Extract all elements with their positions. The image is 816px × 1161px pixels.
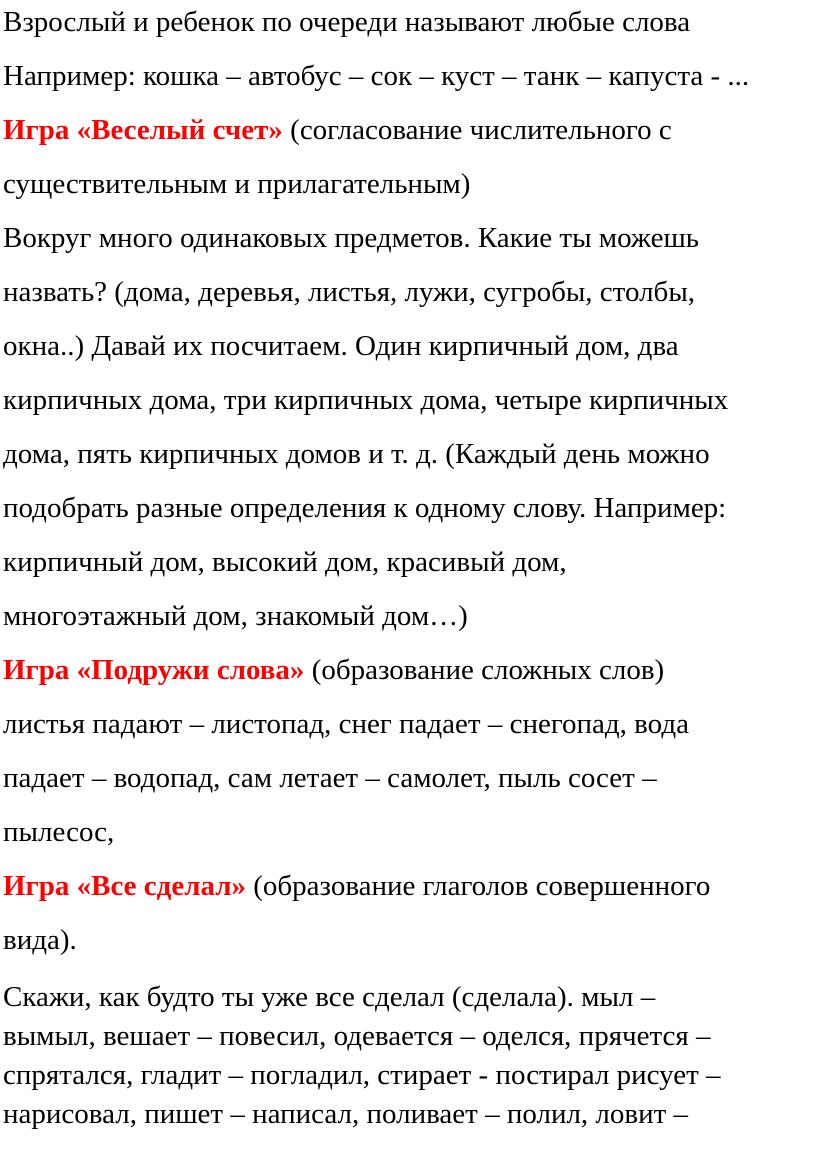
game-title: Игра «Веселый счет» xyxy=(3,114,283,146)
line-text: нарисовал, пишет – написал, поливает – полил, ловит – xyxy=(3,1098,689,1130)
line-text: существительным и прилагательным) xyxy=(3,168,471,200)
text-line-19 xyxy=(3,980,655,1014)
line-text: листья падают – листопад, снег падает – снегопад, вода xyxy=(3,708,689,740)
text-line-16 xyxy=(3,815,114,849)
line-text: пылесос, xyxy=(3,816,115,848)
game-heading-vse-sdelal xyxy=(3,869,710,903)
game-heading-podruzhi-slova xyxy=(3,653,664,687)
line-text: (образование глаголов совершенного xyxy=(246,870,711,902)
text-line-1 xyxy=(3,5,690,39)
line-text: многоэтажный дом, знакомый дом…) xyxy=(3,600,468,632)
text-line-5 xyxy=(3,221,699,255)
text-line-20 xyxy=(3,1019,710,1053)
text-line-8 xyxy=(3,383,728,417)
game-title: Игра «Подружи слова» xyxy=(3,654,305,686)
line-text: подобрать разные определения к одному слову. Например: xyxy=(3,492,727,524)
game-title: Игра «Все сделал» xyxy=(3,870,247,902)
line-text: кирпичных дома, три кирпичных дома, четыре кирпичных xyxy=(3,384,729,416)
line-text: окна..) Давай их посчитаем. Один кирпичный дом, два xyxy=(3,330,679,362)
game-heading-veselyi-schet xyxy=(3,113,672,147)
text-line-22 xyxy=(3,1097,688,1131)
line-text: дома, пять кирпичных домов и т. д. (Каждый день можно xyxy=(3,438,710,470)
line-text: спрятался, гладит – погладил, стирает - постирал рисует – xyxy=(3,1059,721,1091)
line-text: Вокруг много одинаковых предметов. Какие ты можешь xyxy=(3,222,700,254)
text-line-2 xyxy=(3,59,749,93)
text-line-18 xyxy=(3,923,77,957)
line-text: вымыл, вешает – повесил, одевается – оделся, прячется – xyxy=(3,1020,711,1052)
line-text: Скажи, как будто ты уже все сделал (сделала). мыл – xyxy=(3,981,656,1013)
text-line-9 xyxy=(3,437,710,471)
line-text: кирпичный дом, высокий дом, красивый дом, xyxy=(3,546,567,578)
line-text: (согласование числительного с xyxy=(282,114,672,146)
text-line-6 xyxy=(3,275,695,309)
line-text: (образование сложных слов) xyxy=(304,654,665,686)
line-text: падает – водопад, сам летает – самолет, пыль сосет – xyxy=(3,762,657,794)
text-line-11 xyxy=(3,545,567,579)
text-line-10 xyxy=(3,491,726,525)
text-line-14 xyxy=(3,707,689,741)
text-line-4 xyxy=(3,167,470,201)
text-line-15 xyxy=(3,761,657,795)
text-line-12 xyxy=(3,599,468,633)
text-line-21 xyxy=(3,1058,721,1092)
line-text: назвать? (дома, деревья, листья, лужи, сугробы, столбы, xyxy=(3,276,696,308)
text-line-7 xyxy=(3,329,679,363)
line-text: Например: кошка – автобус – сок – куст – танк – капуста - ... xyxy=(3,60,750,92)
line-text: Взрослый и ребенок по очереди называют любые слова xyxy=(3,6,691,38)
line-text: вида). xyxy=(3,924,77,956)
